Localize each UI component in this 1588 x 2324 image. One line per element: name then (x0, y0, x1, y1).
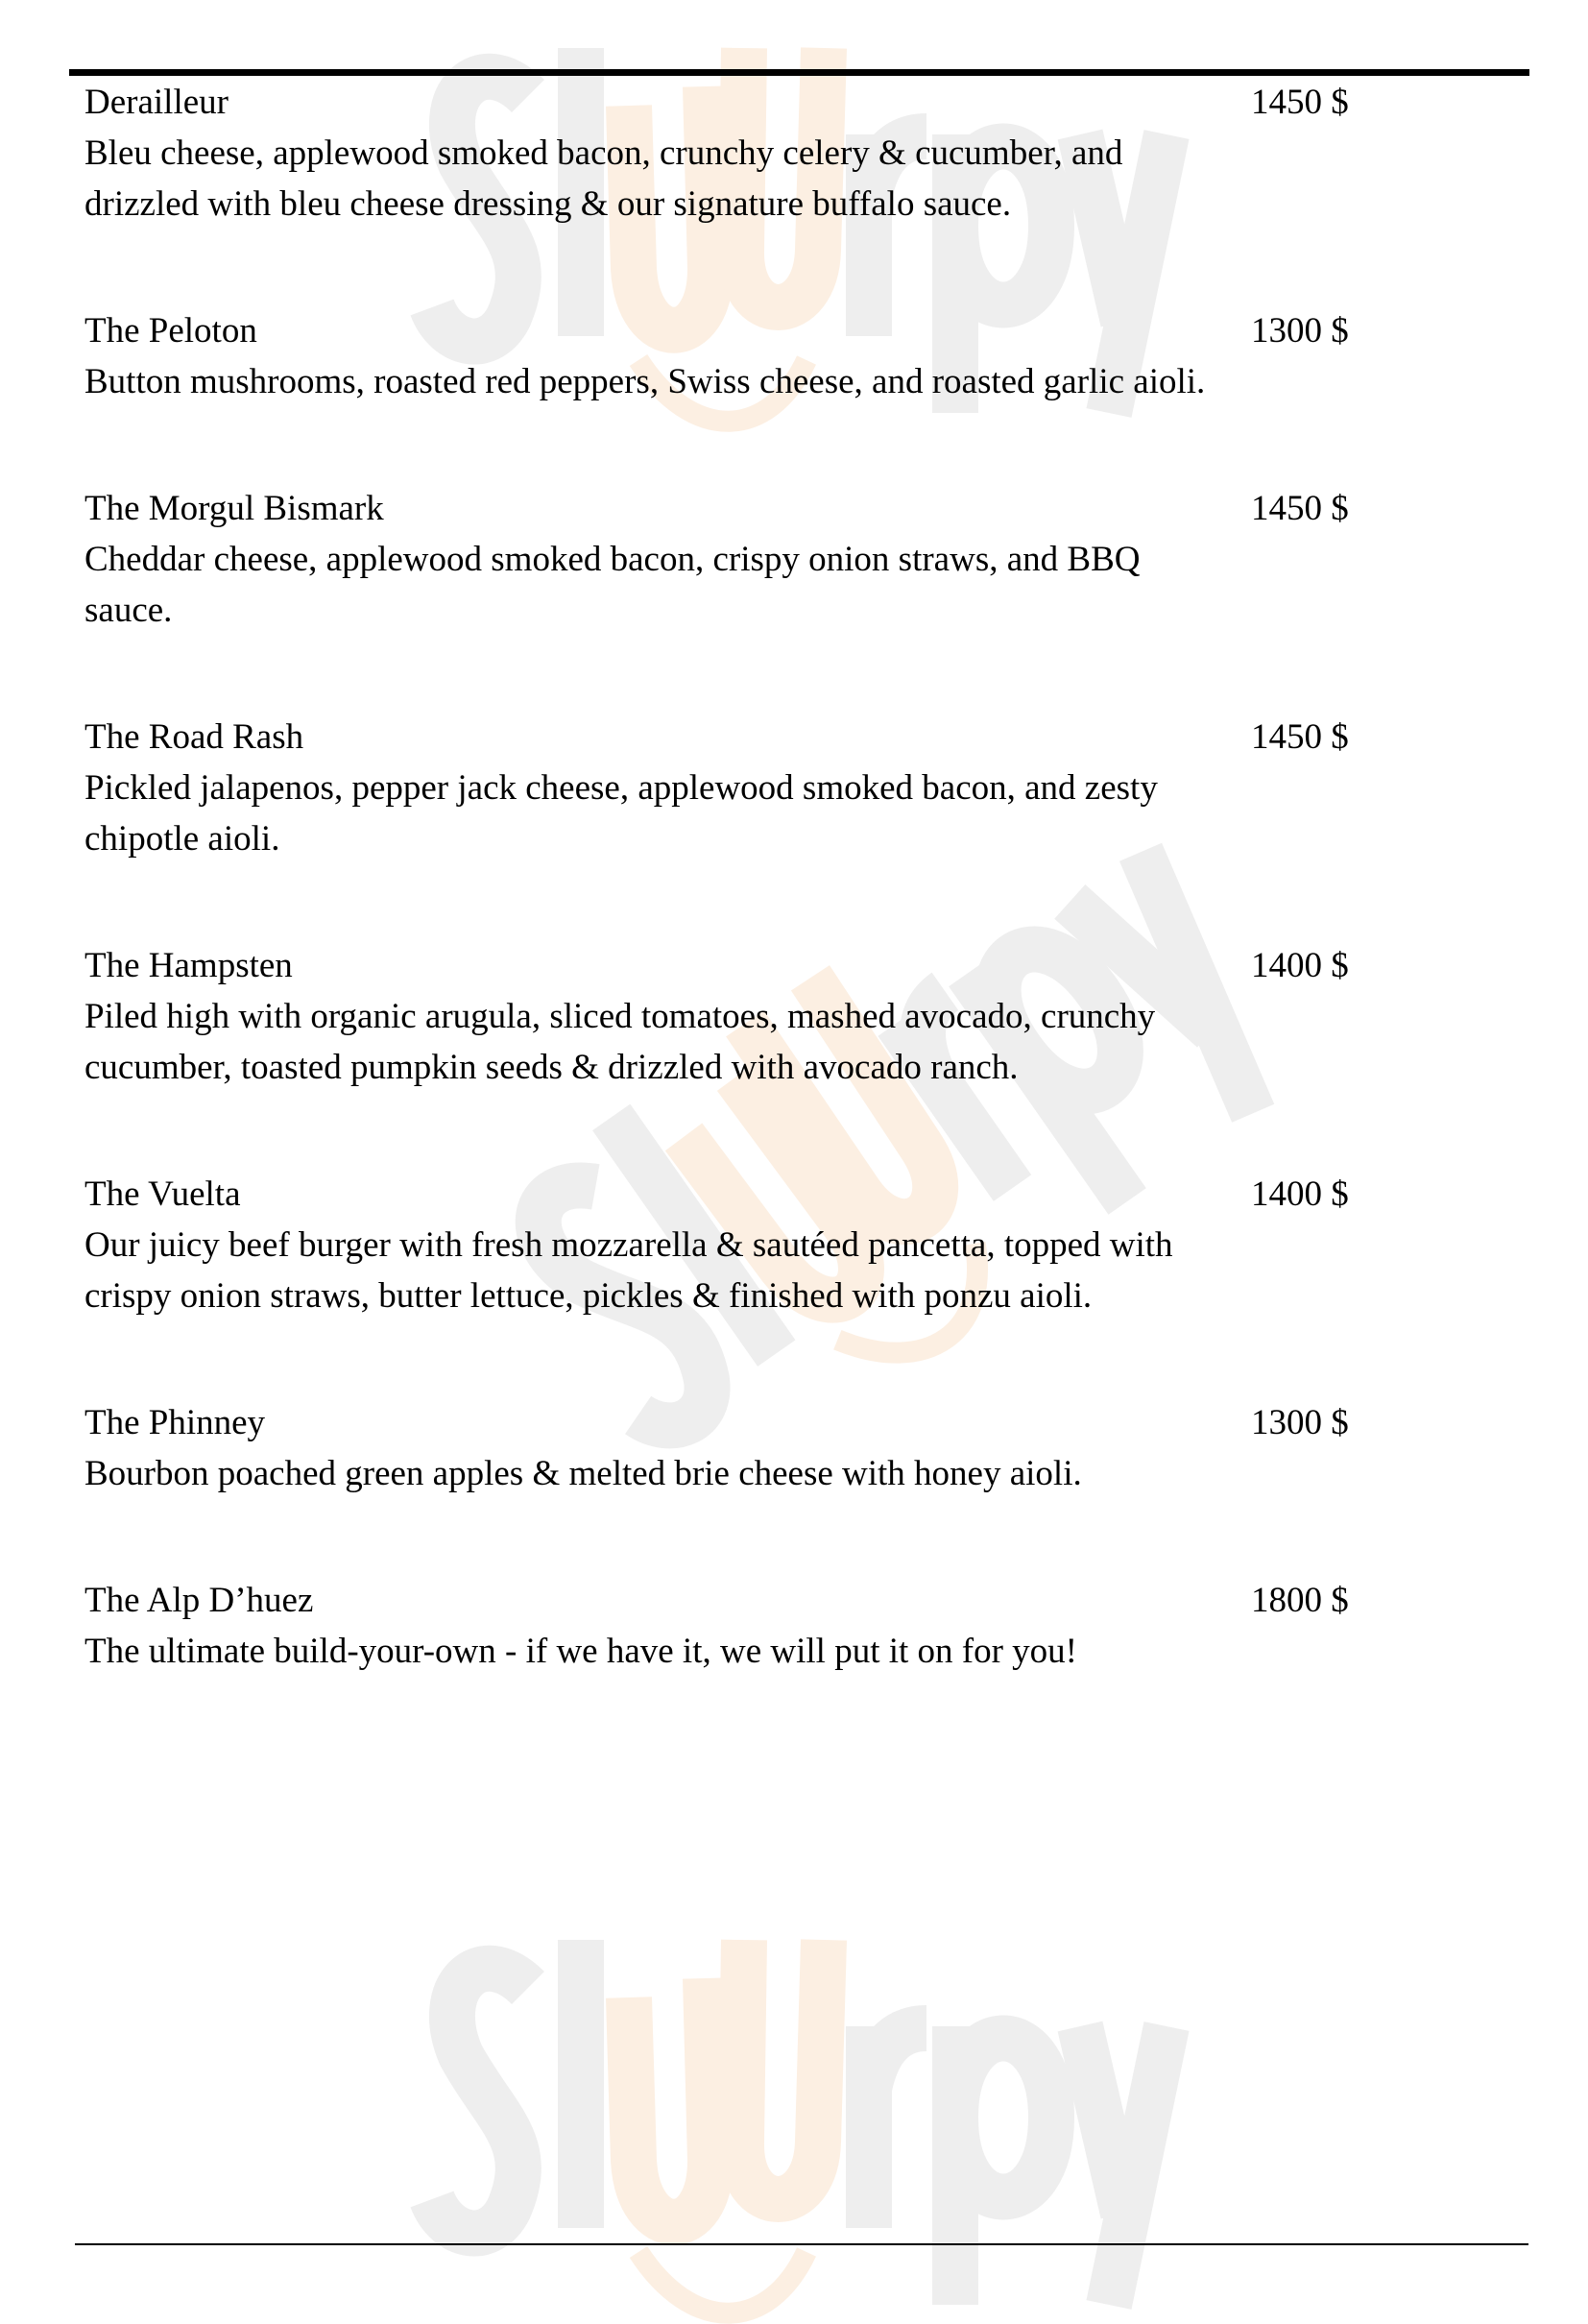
item-price: 1300 $ (1251, 311, 1349, 351)
menu-item (84, 1169, 1525, 1321)
item-name: The Hampsten (84, 946, 293, 985)
menu-item (84, 1575, 1525, 1677)
item-description: Pickled jalapenos, pepper jack cheese, applewood smoked bacon, and zesty chipotle aioli. (84, 768, 1158, 859)
item-name: The Peloton (84, 311, 257, 351)
item-description: Button mushrooms, roasted red peppers, Swiss cheese, and roasted garlic aioli. (84, 362, 1206, 401)
item-description: Our juicy beef burger with fresh mozzarella & sautéed pancetta, topped with crispy onion straws, butter lettuce, pickles & finished with ponzu aioli. (84, 1225, 1173, 1316)
item-price: 1450 $ (1251, 83, 1349, 122)
item-name: Derailleur (84, 83, 229, 122)
item-name: The Vuelta (84, 1174, 241, 1214)
item-description: The ultimate build-your-own - if we have it, we will put it on for you! (84, 1632, 1077, 1671)
menu-item (84, 1397, 1525, 1499)
menu-item (84, 712, 1525, 864)
watermark-logo (403, 1921, 1191, 2324)
item-name: The Phinney (84, 1403, 266, 1442)
item-price: 1400 $ (1251, 946, 1349, 985)
item-description: Bourbon poached green apples & melted brie cheese with honey aioli. (84, 1454, 1082, 1493)
item-name: The Road Rash (84, 717, 304, 757)
item-price: 1400 $ (1251, 1174, 1349, 1214)
item-price: 1300 $ (1251, 1403, 1349, 1442)
item-price: 1450 $ (1251, 489, 1349, 528)
item-description: Bleu cheese, applewood smoked bacon, crunchy celery & cucumber, and drizzled with bleu cheese dressing & our signature buffalo sauce. (84, 133, 1123, 224)
item-description: Piled high with organic arugula, sliced tomatoes, mashed avocado, crunchy cucumber, toasted pumpkin seeds & drizzled with avocado ranch. (84, 997, 1156, 1087)
menu-item (84, 77, 1525, 230)
item-price: 1800 $ (1251, 1581, 1349, 1620)
menu-item (84, 305, 1525, 407)
item-description: Cheddar cheese, applewood smoked bacon, crispy onion straws, and BBQ sauce. (84, 540, 1141, 630)
item-price: 1450 $ (1251, 717, 1349, 757)
item-name: The Morgul Bismark (84, 489, 384, 528)
top-divider (69, 69, 1529, 76)
menu-list (84, 77, 1525, 1753)
item-name: The Alp D’huez (84, 1581, 314, 1620)
menu-item (84, 940, 1525, 1093)
bottom-divider (75, 2243, 1528, 2245)
menu-item (84, 483, 1525, 636)
